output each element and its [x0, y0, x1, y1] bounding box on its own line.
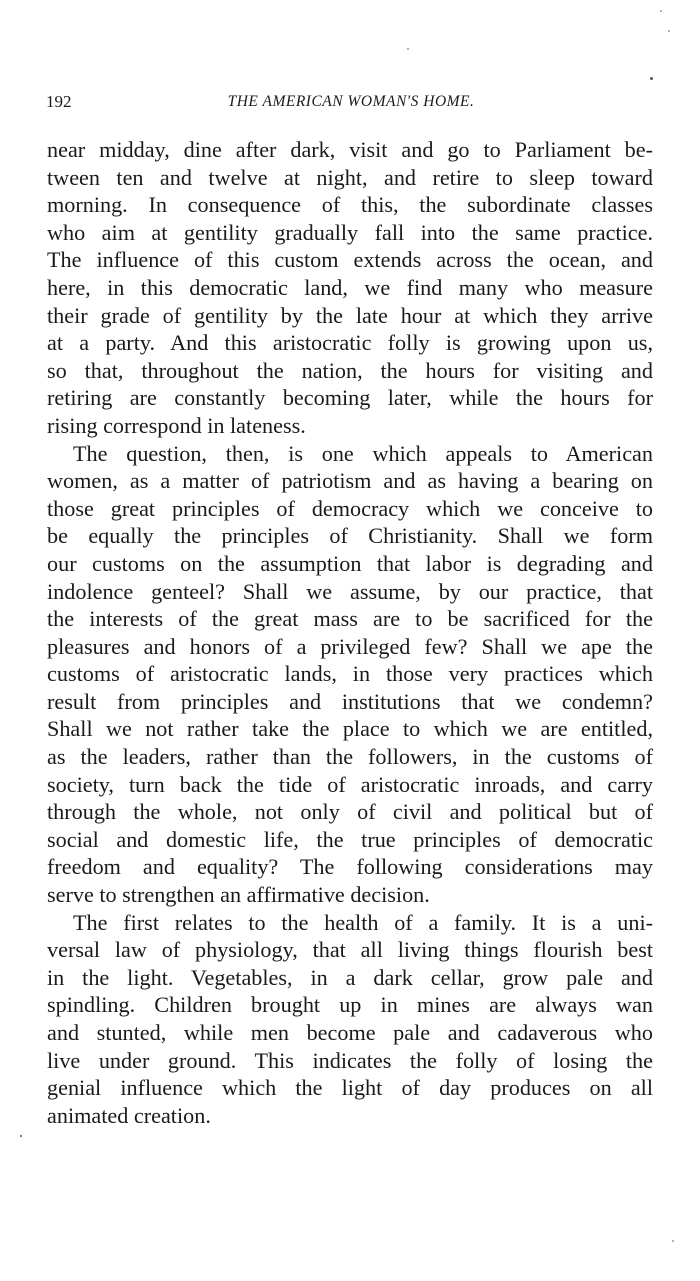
text-line: serve to strengthen an affirmative decision. [47, 882, 430, 908]
text-line: tween ten and twelve at night, and retire to sleep toward [47, 164, 653, 190]
scan-speck [668, 30, 670, 32]
paragraph [47, 440, 653, 909]
text-line: Shall we not rather take the place to which we are entitled, [47, 716, 653, 742]
text-line: versal law of physiology, that all living things flourish best [47, 937, 653, 963]
text-line: morning. In consequence of this, the subordinate classes [47, 192, 653, 218]
text-line: The influence of this custom extends across the ocean, and [47, 247, 653, 273]
text-line: be equally the principles of Christianity. Shall we form [47, 523, 653, 549]
text-line: social and domestic life, the true principles of democratic [47, 826, 653, 852]
scan-speck [20, 1135, 22, 1137]
text-line: retiring are constantly becoming later, while the hours for [47, 385, 653, 411]
text-line: live under ground. This indicates the folly of losing the [47, 1047, 653, 1073]
text-line: those great principles of democracy which we conceive to [47, 495, 653, 521]
text-line: at a party. And this aristocratic folly is growing upon us, [47, 330, 653, 356]
text-line: so that, throughout the nation, the hours for visiting and [47, 357, 653, 383]
text-line: our customs on the assumption that labor is degrading and [47, 550, 653, 576]
text-line: as the leaders, rather than the followers, in the customs of [47, 744, 653, 770]
text-line: women, as a matter of patriotism and as having a bearing on [47, 468, 653, 494]
text-line: society, turn back the tide of aristocratic inroads, and carry [47, 771, 653, 797]
text-line: customs of aristocratic lands, in those very practices which [47, 661, 653, 687]
running-title: THE AMERICAN WOMAN'S HOME. [227, 93, 475, 110]
text-line: here, in this democratic land, we find many who measure [47, 274, 653, 300]
text-line: spindling. Children brought up in mines are always wan [47, 992, 653, 1018]
scan-speck [660, 10, 662, 12]
text-line: in the light. Vegetables, in a dark cellar, grow pale and [47, 964, 653, 990]
page-header [46, 92, 656, 114]
text-line: their grade of gentility by the late hour at which they arrive [47, 302, 653, 328]
text-line: The first relates to the health of a family. It is a uni- [73, 909, 653, 935]
text-line: genial influence which the light of day produces on all [47, 1075, 653, 1101]
paragraph [47, 909, 653, 1130]
text-line: through the whole, not only of civil and political but of [47, 799, 653, 825]
text-line: animated creation. [47, 1102, 211, 1128]
text-line: near midday, dine after dark, visit and go to Parliament be- [47, 137, 653, 162]
scan-speck [672, 1240, 674, 1242]
text-line: rising correspond in lateness. [47, 412, 306, 438]
text-line: and stunted, while men become pale and cadaverous who [47, 1020, 653, 1045]
text-line: who aim at gentility gradually fall into the same practice. [47, 219, 653, 245]
page-number: 192 [46, 92, 72, 111]
text-line: pleasures and honors of a privileged few? Shall we ape the [47, 633, 653, 659]
text-line: The question, then, is one which appeals to American [73, 440, 653, 466]
body-text [47, 136, 653, 1129]
text-line: freedom and equality? The following considerations may [47, 854, 653, 880]
text-line: the interests of the great mass are to be sacrificed for the [47, 606, 653, 632]
scan-speck [407, 48, 409, 50]
scan-speck [650, 77, 653, 80]
text-line: indolence genteel? Shall we assume, by our practice, that [47, 578, 653, 604]
paragraph [47, 136, 653, 440]
text-line: result from principles and institutions that we condemn? [47, 688, 653, 714]
